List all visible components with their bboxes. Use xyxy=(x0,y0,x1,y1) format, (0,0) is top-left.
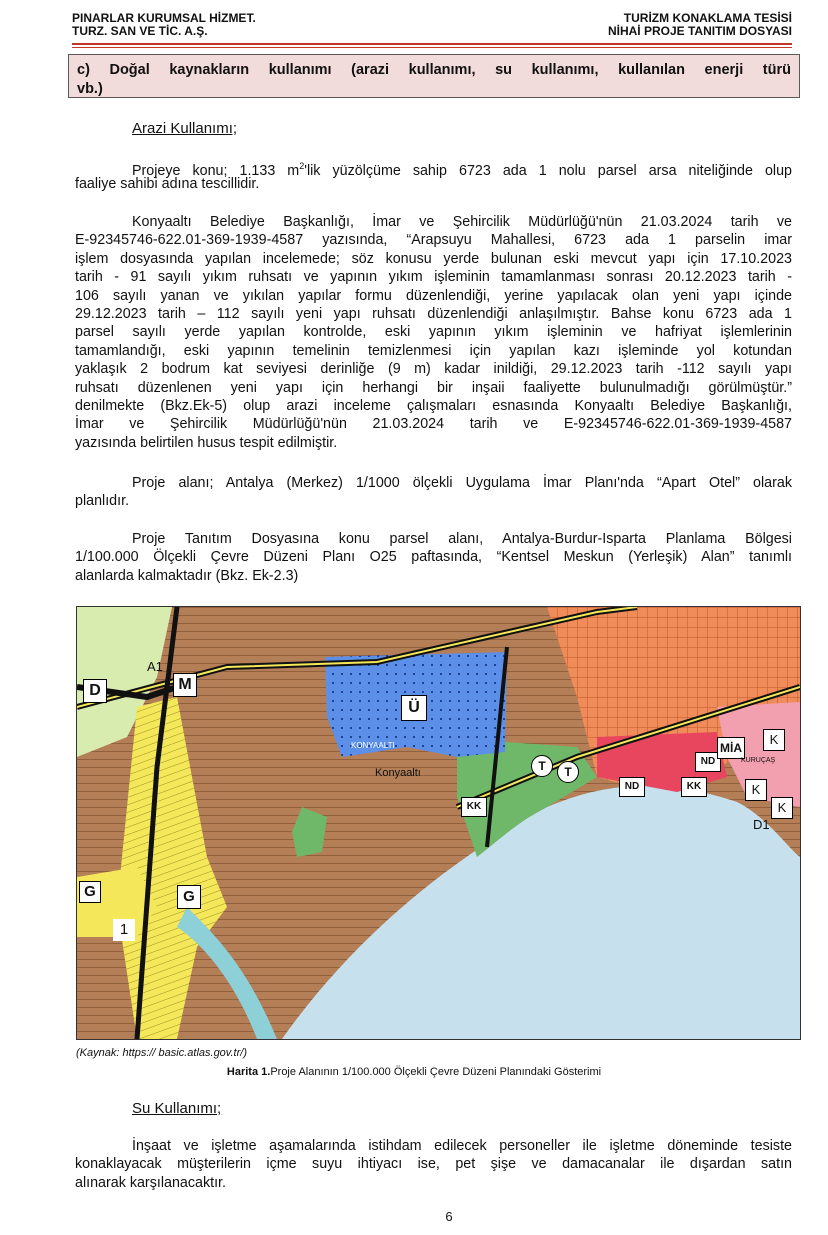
page-number: 6 xyxy=(445,1209,453,1224)
p1-text-a: Projeye konu; 1.133 m xyxy=(132,162,300,179)
map-label-g1: G xyxy=(79,881,101,903)
paragraph-4 xyxy=(75,530,792,585)
p2-line: işlem dosyasında yapılan incelemede; söz konusu yerde bulunan eski mevcut yapı için 17.10.2023 xyxy=(75,250,792,267)
paragraph-1-line-2: faaliye sahibi adına tescillidir. xyxy=(75,176,260,193)
su-subtitle: Su Kullanımı; xyxy=(132,1100,222,1117)
paragraph-2 xyxy=(75,213,792,452)
company-line-1: PINARLAR KURUMSAL HİZMET. xyxy=(72,11,256,25)
p2-line: İmar ve Şehircilik Müdürlüğü'nün 21.03.2024 tarih ve E-92345746-622.01-369-1939-4587 xyxy=(75,416,792,433)
p2-line: tarih - 91 sayılı yıkım ruhsatı ve yapının yıkım işleminin tamamlanması sonrası 20.12.2023 tarih - xyxy=(75,269,792,286)
p3-line: planlıdır. xyxy=(75,493,130,510)
map-label-d: D xyxy=(83,679,107,703)
map-label-nd2: ND xyxy=(695,752,721,772)
paragraph-3 xyxy=(75,474,792,511)
map-label-k3: K xyxy=(771,797,793,819)
p2-line: parsel sayılı yerde yapılan kontrolde, eski yapının yıkım işleminin ve hafriyat işlemlerinin xyxy=(75,324,792,341)
document-title xyxy=(608,12,792,38)
p5-line: alınarak karşılanacaktır. xyxy=(75,1174,226,1191)
map-label-g2: G xyxy=(177,885,201,909)
map-label-t2: T xyxy=(557,761,579,783)
p2-line xyxy=(75,213,792,231)
header-rule xyxy=(72,43,792,45)
map-source: (Kaynak: https:// basic.atlas.gov.tr/) xyxy=(76,1047,247,1059)
superscript-2: 2 xyxy=(299,161,305,171)
caption-label: Harita 1. xyxy=(226,1066,271,1078)
paragraph-1-line-1 xyxy=(75,157,792,179)
map-label-kk1: KK xyxy=(461,797,487,817)
doc-title-line-1: TURİZM KONAKLAMA TESİSİ xyxy=(623,11,792,25)
p2-line: E-92345746-622.01-369-1939-4587 yazısında, “Arapsuyu Mahallesi, 6723 ada 1 parselin imar xyxy=(75,232,792,249)
header-rule-thin xyxy=(72,47,792,48)
p2-line: 106 sayılı yanan ve yıkılan yapılar formu düzenlendiği, yerine yapılacak olan yeni yapı içinde xyxy=(75,287,792,304)
map-label-konyaalti: Konyaaltı xyxy=(375,767,421,779)
p3-line xyxy=(75,474,792,492)
map-label-nd1: ND xyxy=(619,777,645,797)
p4-first-text: Proje Tanıtım Dosyasına konu parsel alanı, Antalya-Burdur-Isparta Planlama Bölgesi xyxy=(132,531,792,547)
map-label-1: 1 xyxy=(113,919,135,941)
p2-line: yazısında belirtilen husus tespit edilmiştir. xyxy=(75,434,338,451)
p4-line xyxy=(75,530,792,548)
p2-line: 29.12.2023 tarih – 112 sayılı yeni yapı ruhsatı düzenlendiği anlaşılmıştır. Bahse konu 6723 ada 1 xyxy=(75,305,792,322)
paragraph-1 xyxy=(75,157,792,194)
map-label-u: Ü xyxy=(401,695,427,721)
p5-first-text: İnşaat ve işletme aşamalarında istihdam edilecek personeller ile işletme döneminde tesiste xyxy=(132,1138,792,1154)
p5-line xyxy=(75,1137,792,1155)
map-label-k1: K xyxy=(763,729,785,751)
p3-first-text: Proje alanı; Antalya (Merkez) 1/1000 ölçekli Uygulama İmar Planı'nda “Apart Otel” olarak xyxy=(132,475,792,491)
map-label-mia: MİA xyxy=(717,737,745,759)
paragraph-5 xyxy=(75,1137,792,1192)
p2-line: ruhsatı düzenlenen yeni yapı için herhangi bir inşaii faaliyette bulunulmadığı görülmüştür.” xyxy=(75,379,792,396)
map-label-kurucaa: KURUÇAŞ xyxy=(741,757,776,764)
map-label-a1: A1 xyxy=(147,659,163,674)
map-label-kk2: KK xyxy=(681,777,707,797)
map-label-t1: T xyxy=(531,755,553,777)
environmental-plan-map xyxy=(76,606,801,1040)
map-label-k2: K xyxy=(745,779,767,801)
company-name xyxy=(72,12,256,38)
p1-text-b: 'lik yüzölçüme sahip 6723 ada 1 nolu parsel arsa niteliğinde olup xyxy=(304,162,792,179)
p2-line: tamamlandığı, eski yapının temelinin temizlenmesi için yapılan kazı işleminde yol kotundan xyxy=(75,342,792,359)
p4-line: alanlarda kalmaktadır (Bkz. Ek-2.3) xyxy=(75,567,299,584)
p2-line: denilmekte (Bkz.Ek-5) olup arazi inceleme çalışmaları esnasında Konyaaltı Belediye Başkanlığı, xyxy=(75,397,792,414)
section-heading-line-2: vb.) xyxy=(77,81,103,97)
p2-line: yaklaşık 2 bodrum kat seviyesi derinliğe (9 m) kadar inildiği, 29.12.2023 tarih -112 sayılı yapı xyxy=(75,361,792,378)
page-header xyxy=(72,8,792,42)
p2-first-text: Konyaaltı Belediye Başkanlığı, İmar ve Şehircilik Müdürlüğü'nün 21.03.2024 tarih ve xyxy=(132,214,792,230)
p5-line: konaklayacak müşterilerin içme suyu ihtiyacı ise, pet şişe ve damacanalar ile dışardan satın xyxy=(75,1156,792,1173)
company-line-2: TURZ. SAN VE TİC. A.Ş. xyxy=(72,24,208,38)
arazi-subtitle: Arazi Kullanımı; xyxy=(132,120,238,137)
section-heading-box xyxy=(68,54,800,98)
section-heading-line-1: c) Doğal kaynakların kullanımı (arazi kullanımı, su kullanımı, kullanılan enerji türü xyxy=(77,62,791,78)
caption-text: Proje Alanının 1/100.000 Ölçekli Çevre Düzeni Planındaki Gösterimi xyxy=(270,1066,602,1078)
doc-title-line-2: NİHAİ PROJE TANITIM DOSYASI xyxy=(607,24,792,38)
map-label-konyaalti-small: KONYAALTI xyxy=(351,741,395,750)
p4-line: 1/100.000 Ölçekli Çevre Düzeni Planı O25 paftasında, “Kentsel Meskun (Yerleşik) Alan” tanımlı xyxy=(75,549,792,566)
map-graphic xyxy=(77,607,800,1039)
map-label-m: M xyxy=(173,673,197,697)
map-caption xyxy=(0,1066,828,1078)
map-label-d1: D1 xyxy=(753,817,770,832)
